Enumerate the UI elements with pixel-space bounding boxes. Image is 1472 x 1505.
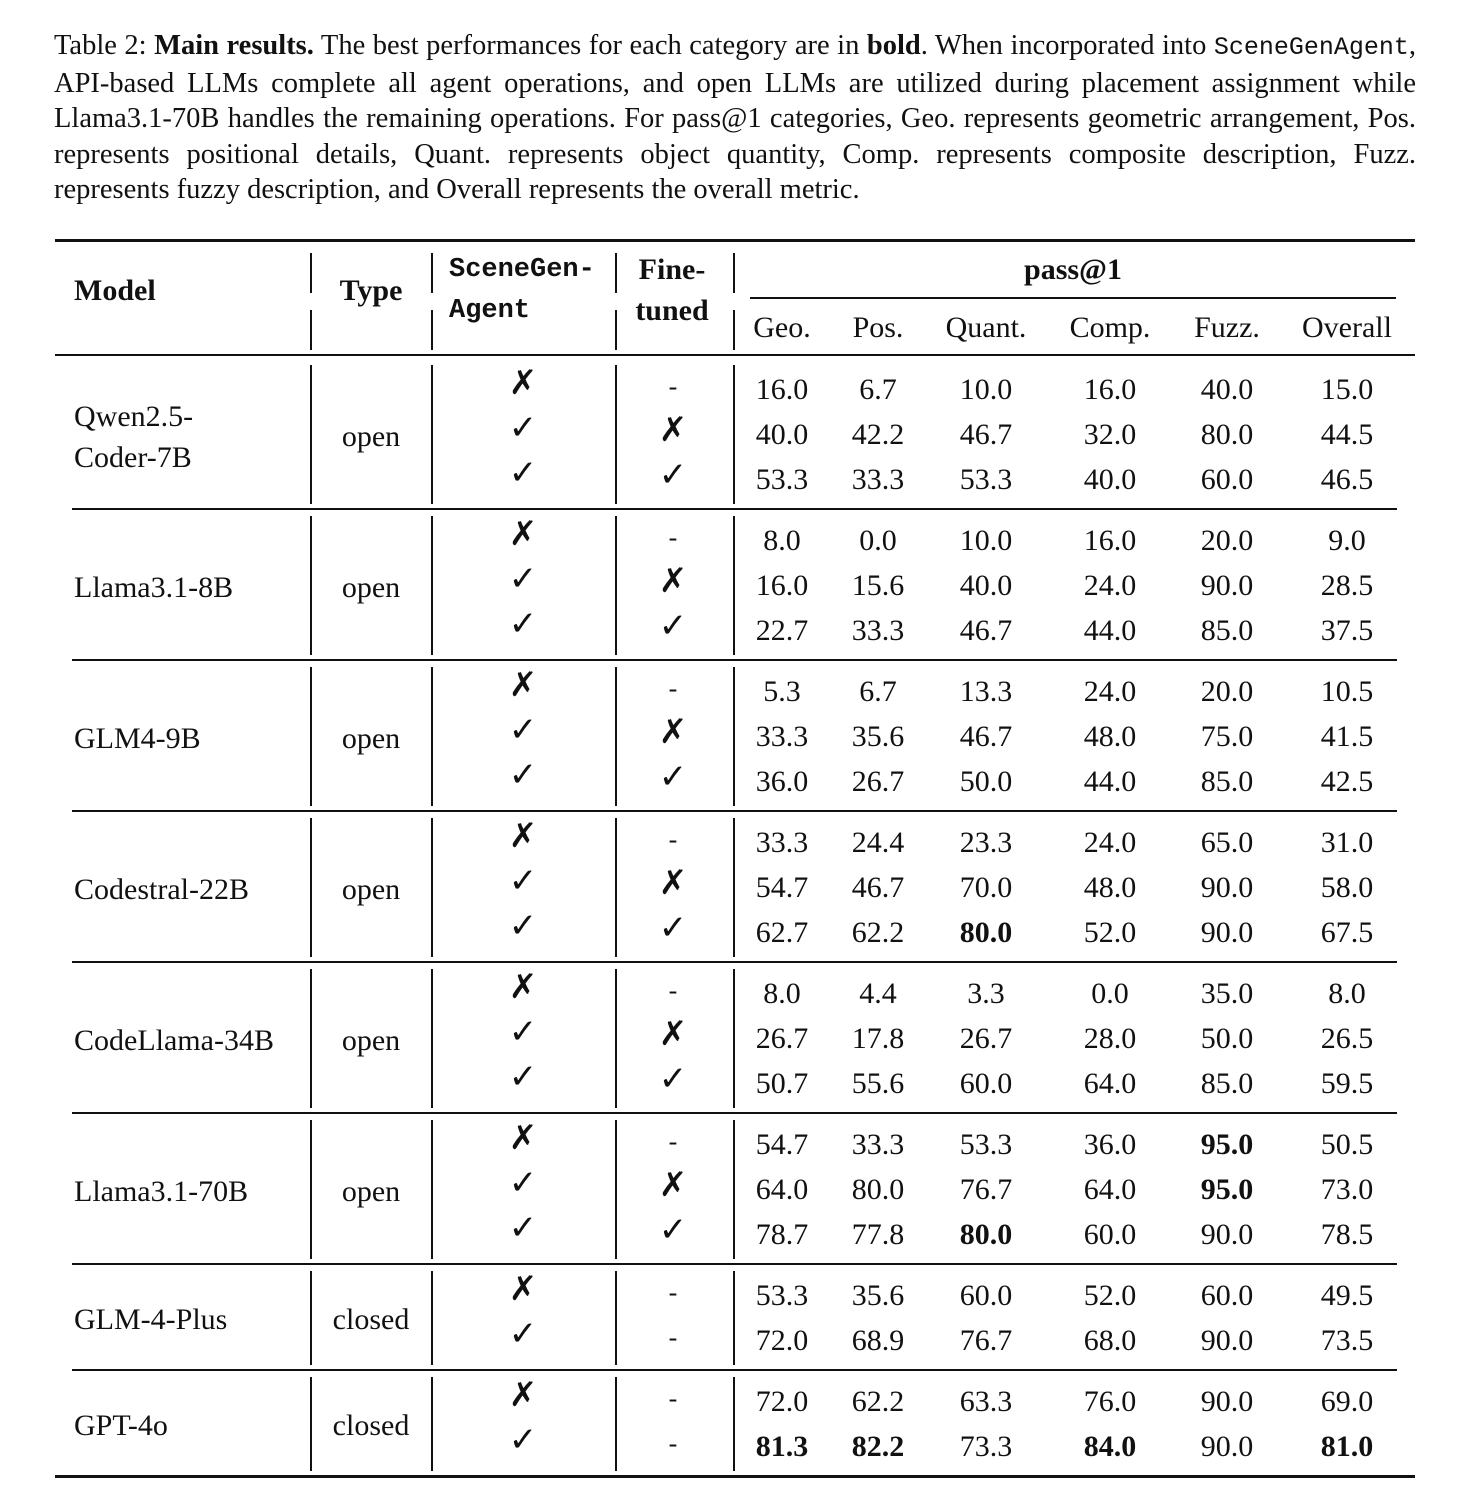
score-cell: 16.0 bbox=[1083, 373, 1137, 406]
model-type: open bbox=[341, 1023, 401, 1057]
group-vline bbox=[733, 818, 735, 957]
caption-title: Main results. bbox=[154, 30, 314, 61]
score-cell: 10.0 bbox=[959, 373, 1013, 406]
score-cell: 46.5 bbox=[1320, 463, 1374, 497]
check-icon: ✓ bbox=[508, 1420, 538, 1461]
column-header: Geo. bbox=[753, 311, 811, 344]
group-vline bbox=[310, 1271, 312, 1365]
finetuned-dash: - bbox=[668, 1323, 678, 1353]
score-cell: 60.0 bbox=[1200, 1279, 1254, 1312]
header-vline bbox=[615, 253, 617, 293]
cross-icon: ✗ bbox=[508, 816, 538, 856]
group-separator bbox=[72, 1263, 1397, 1265]
model-type: open bbox=[341, 419, 401, 453]
cross-icon: ✗ bbox=[508, 514, 538, 554]
score-cell: 78.7 bbox=[755, 1218, 809, 1252]
score-cell: 64.0 bbox=[755, 1173, 809, 1207]
score-cell: 15.6 bbox=[851, 569, 905, 603]
group-vline bbox=[431, 1120, 433, 1259]
score-cell: 33.3 bbox=[755, 720, 809, 754]
header-ft-line2: tuned bbox=[635, 294, 709, 327]
score-cell: 26.5 bbox=[1320, 1022, 1374, 1056]
score-cell: 24.0 bbox=[1083, 826, 1137, 859]
score-cell: 76.7 bbox=[959, 1173, 1013, 1207]
score-cell: 85.0 bbox=[1200, 1067, 1254, 1101]
check-icon: ✓ bbox=[658, 1059, 688, 1100]
score-cell: 90.0 bbox=[1200, 916, 1254, 950]
score-cell: 60.0 bbox=[1200, 463, 1254, 497]
score-cell: 33.3 bbox=[851, 463, 905, 497]
cross-icon: ✗ bbox=[658, 863, 688, 904]
group-separator bbox=[72, 1369, 1397, 1371]
score-cell: 63.3 bbox=[959, 1385, 1013, 1418]
score-cell: 64.0 bbox=[1083, 1173, 1137, 1207]
score-cell: 82.2 bbox=[851, 1430, 905, 1464]
column-header: Quant. bbox=[945, 311, 1027, 344]
finetuned-dash: - bbox=[668, 825, 678, 854]
model-name: GPT-4o bbox=[74, 1409, 168, 1443]
check-icon: ✓ bbox=[658, 1210, 688, 1251]
finetuned-dash: - bbox=[668, 1429, 678, 1459]
score-cell: 60.0 bbox=[1083, 1218, 1137, 1252]
column-header: Overall bbox=[1302, 311, 1392, 344]
cross-icon: ✗ bbox=[508, 665, 538, 705]
score-cell: 16.0 bbox=[1083, 524, 1137, 557]
score-cell: 35.6 bbox=[851, 1279, 905, 1312]
score-cell: 53.3 bbox=[755, 463, 809, 497]
score-cell: 26.7 bbox=[755, 1022, 809, 1056]
score-cell: 3.3 bbox=[967, 977, 1005, 1010]
score-cell: 16.0 bbox=[755, 569, 809, 603]
score-cell: 33.3 bbox=[851, 1128, 905, 1161]
group-vline bbox=[615, 1120, 617, 1259]
score-cell: 37.5 bbox=[1320, 614, 1374, 648]
header-vline bbox=[431, 253, 433, 293]
column-header: Comp. bbox=[1069, 311, 1151, 344]
score-cell: 72.0 bbox=[755, 1324, 809, 1358]
group-separator bbox=[72, 961, 1397, 963]
group-vline bbox=[733, 1271, 735, 1365]
score-cell: 77.8 bbox=[851, 1218, 905, 1252]
header-vline bbox=[733, 310, 735, 350]
check-icon: ✓ bbox=[508, 453, 538, 494]
check-icon: ✓ bbox=[658, 606, 688, 647]
score-cell: 31.0 bbox=[1320, 826, 1374, 859]
group-vline bbox=[431, 969, 433, 1108]
check-icon: ✓ bbox=[658, 908, 688, 949]
header-vline bbox=[310, 310, 312, 350]
score-cell: 24.4 bbox=[851, 826, 905, 859]
score-cell: 54.7 bbox=[755, 1128, 809, 1161]
score-cell: 76.0 bbox=[1083, 1385, 1137, 1418]
group-vline bbox=[310, 365, 312, 504]
group-separator bbox=[72, 1112, 1397, 1114]
model-type: open bbox=[341, 1174, 401, 1208]
score-cell: 32.0 bbox=[1083, 418, 1137, 452]
score-cell: 17.8 bbox=[851, 1022, 905, 1056]
score-cell: 0.0 bbox=[1091, 977, 1129, 1010]
caption-label: Table 2: bbox=[54, 30, 147, 61]
score-cell: 85.0 bbox=[1200, 614, 1254, 648]
score-cell: 62.2 bbox=[851, 916, 905, 950]
check-icon: ✓ bbox=[508, 755, 538, 796]
score-cell: 46.7 bbox=[959, 614, 1013, 648]
group-separator bbox=[72, 810, 1397, 812]
finetuned-dash: - bbox=[668, 372, 678, 401]
header-vline bbox=[733, 253, 735, 293]
caption-mono-word: SceneGenAgent bbox=[1213, 33, 1409, 62]
group-vline bbox=[431, 667, 433, 806]
cross-icon: ✗ bbox=[508, 1118, 538, 1158]
score-cell: 44.0 bbox=[1083, 765, 1137, 799]
header-pass-text: pass@1 bbox=[1024, 253, 1122, 286]
score-cell: 58.0 bbox=[1320, 871, 1374, 905]
model-name: Llama3.1-70B bbox=[74, 1174, 249, 1208]
score-cell: 10.5 bbox=[1320, 675, 1374, 708]
score-cell: 85.0 bbox=[1200, 765, 1254, 799]
score-cell: 73.0 bbox=[1320, 1173, 1374, 1207]
score-cell: 28.5 bbox=[1320, 569, 1374, 603]
finetuned-dash: - bbox=[668, 1127, 678, 1156]
model-name: CodeLlama-34B bbox=[74, 1023, 274, 1057]
score-cell: 46.7 bbox=[959, 418, 1013, 452]
bottom-rule bbox=[55, 1475, 1415, 1478]
caption-text-1: The best performances for each category are in bbox=[313, 30, 867, 61]
header-model: Model bbox=[74, 274, 156, 307]
group-vline bbox=[431, 365, 433, 504]
score-cell: 40.0 bbox=[1200, 373, 1254, 406]
finetuned-dash: - bbox=[668, 523, 678, 552]
group-vline bbox=[431, 1271, 433, 1365]
model-name: GLM-4-Plus bbox=[74, 1303, 228, 1337]
model-type: open bbox=[341, 872, 401, 906]
score-cell: 24.0 bbox=[1083, 675, 1137, 708]
score-cell: 80.0 bbox=[851, 1173, 905, 1207]
check-icon: ✓ bbox=[508, 1057, 538, 1098]
score-cell: 84.0 bbox=[1083, 1430, 1137, 1464]
score-cell: 5.3 bbox=[763, 675, 801, 708]
header-agent-line2: Agent bbox=[449, 296, 531, 326]
score-cell: 8.0 bbox=[1328, 977, 1366, 1010]
model-name: Codestral-22B bbox=[74, 872, 249, 906]
group-vline bbox=[310, 969, 312, 1108]
score-cell: 35.0 bbox=[1200, 977, 1254, 1010]
group-vline bbox=[733, 969, 735, 1108]
score-cell: 46.7 bbox=[851, 871, 905, 905]
score-cell: 22.7 bbox=[755, 614, 809, 648]
group-vline bbox=[615, 1271, 617, 1365]
score-cell: 15.0 bbox=[1320, 373, 1374, 406]
score-cell: 33.3 bbox=[851, 614, 905, 648]
model-type: closed bbox=[332, 1409, 410, 1443]
score-cell: 23.3 bbox=[959, 826, 1013, 859]
score-cell: 46.7 bbox=[959, 720, 1013, 754]
group-vline bbox=[733, 516, 735, 655]
score-cell: 41.5 bbox=[1320, 720, 1374, 754]
group-vline bbox=[615, 969, 617, 1108]
score-cell: 52.0 bbox=[1083, 916, 1137, 950]
pass-cmidrule bbox=[750, 297, 1396, 299]
score-cell: 28.0 bbox=[1083, 1022, 1137, 1056]
score-cell: 90.0 bbox=[1200, 871, 1254, 905]
group-vline bbox=[615, 818, 617, 957]
score-cell: 36.0 bbox=[755, 765, 809, 799]
model-name: Qwen2.5- bbox=[74, 399, 194, 433]
check-icon: ✓ bbox=[508, 906, 538, 947]
score-cell: 53.3 bbox=[959, 1128, 1013, 1161]
check-icon: ✓ bbox=[508, 1012, 538, 1053]
finetuned-dash: - bbox=[668, 674, 678, 703]
score-cell: 33.3 bbox=[755, 826, 809, 859]
check-icon: ✓ bbox=[508, 559, 538, 600]
score-cell: 49.5 bbox=[1320, 1279, 1374, 1312]
check-icon: ✓ bbox=[658, 455, 688, 496]
group-vline bbox=[310, 1377, 312, 1471]
score-cell: 81.0 bbox=[1320, 1430, 1374, 1464]
group-vline bbox=[431, 516, 433, 655]
score-cell: 35.6 bbox=[851, 720, 905, 754]
score-cell: 36.0 bbox=[1083, 1128, 1137, 1161]
score-cell: 48.0 bbox=[1083, 871, 1137, 905]
cross-icon: ✗ bbox=[658, 712, 688, 753]
score-cell: 95.0 bbox=[1200, 1173, 1254, 1207]
score-cell: 53.3 bbox=[959, 463, 1013, 497]
column-header: Pos. bbox=[852, 311, 904, 344]
model-name: Llama3.1-8B bbox=[74, 570, 234, 604]
model-name: Coder-7B bbox=[74, 440, 192, 474]
group-vline bbox=[310, 667, 312, 806]
group-vline bbox=[733, 667, 735, 806]
score-cell: 59.5 bbox=[1320, 1067, 1374, 1101]
score-cell: 24.0 bbox=[1083, 569, 1137, 603]
group-vline bbox=[310, 1120, 312, 1259]
group-separator bbox=[72, 508, 1397, 510]
score-cell: 40.0 bbox=[959, 569, 1013, 603]
score-cell: 90.0 bbox=[1200, 569, 1254, 603]
score-cell: 70.0 bbox=[959, 871, 1013, 905]
group-vline bbox=[615, 516, 617, 655]
score-cell: 73.5 bbox=[1320, 1324, 1374, 1358]
model-type: open bbox=[341, 721, 401, 755]
score-cell: 67.5 bbox=[1320, 916, 1374, 950]
group-vline bbox=[431, 818, 433, 957]
score-cell: 10.0 bbox=[959, 524, 1013, 557]
score-cell: 40.0 bbox=[1083, 463, 1137, 497]
score-cell: 26.7 bbox=[959, 1022, 1013, 1056]
check-icon: ✓ bbox=[658, 757, 688, 798]
score-cell: 69.0 bbox=[1320, 1385, 1374, 1418]
score-cell: 80.0 bbox=[959, 1218, 1013, 1252]
score-cell: 90.0 bbox=[1200, 1218, 1254, 1252]
header-type: Type bbox=[339, 274, 403, 307]
cross-icon: ✗ bbox=[508, 1269, 538, 1309]
score-cell: 50.5 bbox=[1320, 1128, 1374, 1161]
check-icon: ✓ bbox=[508, 710, 538, 751]
check-icon: ✓ bbox=[508, 861, 538, 902]
score-cell: 55.6 bbox=[851, 1067, 905, 1101]
score-cell: 42.2 bbox=[851, 418, 905, 452]
group-vline bbox=[310, 516, 312, 655]
model-name: GLM4-9B bbox=[74, 721, 201, 755]
cross-icon: ✗ bbox=[508, 1375, 538, 1415]
score-cell: 78.5 bbox=[1320, 1218, 1374, 1252]
score-cell: 60.0 bbox=[959, 1279, 1013, 1312]
score-cell: 52.0 bbox=[1083, 1279, 1137, 1312]
group-vline bbox=[615, 365, 617, 504]
cross-icon: ✗ bbox=[508, 363, 538, 403]
score-cell: 53.3 bbox=[755, 1279, 809, 1312]
score-cell: 4.4 bbox=[859, 977, 897, 1010]
score-cell: 76.7 bbox=[959, 1324, 1013, 1358]
score-cell: 44.5 bbox=[1320, 418, 1374, 452]
score-cell: 20.0 bbox=[1200, 524, 1254, 557]
score-cell: 75.0 bbox=[1200, 720, 1254, 754]
score-cell: 50.0 bbox=[1200, 1022, 1254, 1056]
score-cell: 48.0 bbox=[1083, 720, 1137, 754]
score-cell: 9.0 bbox=[1328, 524, 1366, 557]
check-icon: ✓ bbox=[508, 1314, 538, 1355]
score-cell: 62.7 bbox=[755, 916, 809, 950]
header-vline bbox=[310, 253, 312, 293]
column-header: Fuzz. bbox=[1194, 311, 1260, 344]
group-vline bbox=[733, 365, 735, 504]
score-cell: 54.7 bbox=[755, 871, 809, 905]
score-cell: 26.7 bbox=[851, 765, 905, 799]
group-vline bbox=[733, 1377, 735, 1471]
check-icon: ✓ bbox=[508, 1163, 538, 1204]
score-cell: 95.0 bbox=[1200, 1128, 1254, 1161]
header-rule bbox=[55, 354, 1415, 356]
header-ft-line1: Fine- bbox=[638, 253, 706, 286]
score-cell: 8.0 bbox=[763, 977, 801, 1010]
group-vline bbox=[310, 818, 312, 957]
score-cell: 90.0 bbox=[1200, 1324, 1254, 1358]
cross-icon: ✗ bbox=[658, 410, 688, 451]
score-cell: 62.2 bbox=[851, 1385, 905, 1418]
group-vline bbox=[615, 667, 617, 806]
check-icon: ✓ bbox=[508, 408, 538, 449]
header-vline bbox=[615, 310, 617, 350]
caption-text-3: , API-based LLMs complete all agent operations, and open LLMs are utilized during placement assignment while Llama3.1-70B handles the remaining operations. For pass@1 categories, Geo. represents geometric arrangement, Pos. represents positional details, Quant. represents object quantity, Comp. represents composite description, Fuzz. represents fuzzy description, and Overall represents the overall metric. bbox=[54, 30, 1417, 206]
score-cell: 80.0 bbox=[1200, 418, 1254, 452]
header-agent-line1: SceneGen- bbox=[449, 255, 595, 285]
caption-text-2: . When incorporated into bbox=[920, 30, 1214, 61]
score-cell: 40.0 bbox=[755, 418, 809, 452]
score-cell: 68.9 bbox=[851, 1324, 905, 1358]
score-cell: 68.0 bbox=[1083, 1324, 1137, 1358]
score-cell: 50.7 bbox=[755, 1067, 809, 1101]
check-icon: ✓ bbox=[508, 1208, 538, 1249]
group-vline bbox=[431, 1377, 433, 1471]
score-cell: 81.3 bbox=[755, 1430, 809, 1464]
score-cell: 16.0 bbox=[755, 373, 809, 406]
top-rule bbox=[55, 239, 1415, 242]
score-cell: 90.0 bbox=[1200, 1385, 1254, 1418]
group-separator bbox=[72, 659, 1397, 661]
header-pass bbox=[1024, 252, 1122, 288]
cross-icon: ✗ bbox=[658, 561, 688, 602]
score-cell: 72.0 bbox=[755, 1385, 809, 1418]
score-cell: 8.0 bbox=[763, 524, 801, 557]
score-cell: 80.0 bbox=[959, 916, 1013, 950]
finetuned-dash: - bbox=[668, 1384, 678, 1413]
score-cell: 6.7 bbox=[859, 373, 897, 406]
cross-icon: ✗ bbox=[658, 1014, 688, 1055]
score-cell: 90.0 bbox=[1200, 1430, 1254, 1464]
score-cell: 73.3 bbox=[959, 1430, 1013, 1464]
score-cell: 65.0 bbox=[1200, 826, 1254, 859]
model-type: open bbox=[341, 570, 401, 604]
cross-icon: ✗ bbox=[658, 1165, 688, 1206]
finetuned-dash: - bbox=[668, 1278, 678, 1307]
score-cell: 6.7 bbox=[859, 675, 897, 708]
score-cell: 42.5 bbox=[1320, 765, 1374, 799]
model-type: closed bbox=[332, 1303, 410, 1337]
score-cell: 13.3 bbox=[959, 675, 1013, 708]
cross-icon: ✗ bbox=[508, 967, 538, 1007]
score-cell: 44.0 bbox=[1083, 614, 1137, 648]
group-vline bbox=[615, 1377, 617, 1471]
group-vline bbox=[733, 1120, 735, 1259]
finetuned-dash: - bbox=[668, 976, 678, 1005]
score-cell: 64.0 bbox=[1083, 1067, 1137, 1101]
check-icon: ✓ bbox=[508, 604, 538, 645]
header-vline bbox=[431, 310, 433, 350]
caption-bold-word: bold bbox=[866, 30, 921, 61]
score-cell: 20.0 bbox=[1200, 675, 1254, 708]
score-cell: 50.0 bbox=[959, 765, 1013, 799]
score-cell: 0.0 bbox=[859, 524, 897, 557]
score-cell: 60.0 bbox=[959, 1067, 1013, 1101]
